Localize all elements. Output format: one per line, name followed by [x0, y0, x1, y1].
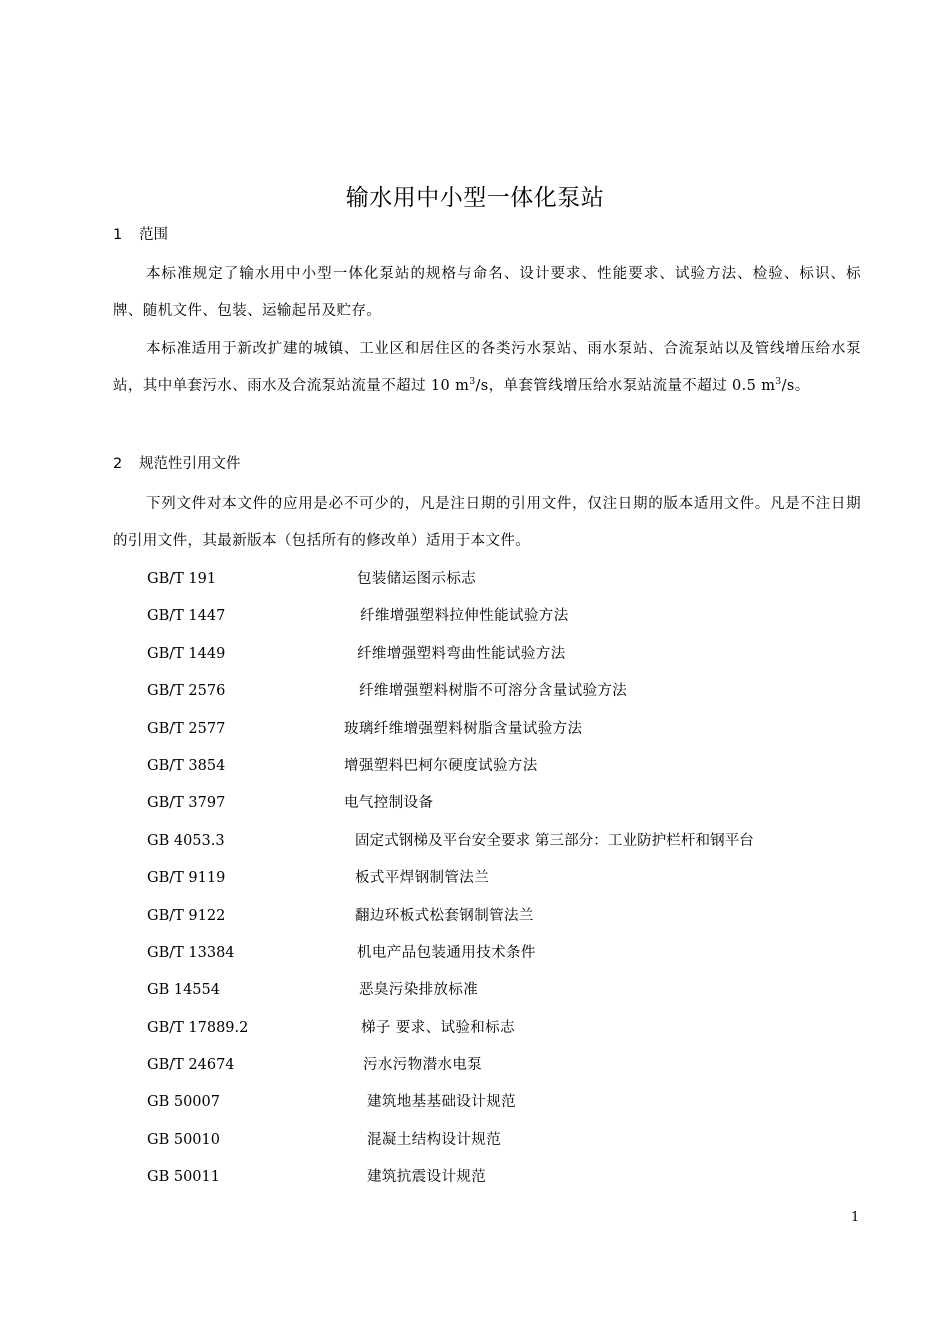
reference-item: [147, 673, 867, 710]
reference-title: 恶臭污染排放标准: [359, 982, 479, 999]
reference-code: GB 14554: [147, 982, 220, 999]
reference-code: GB 50010: [147, 1131, 220, 1148]
reference-code: GB/T 24674: [147, 1057, 235, 1074]
reference-item: [147, 823, 867, 860]
reference-title: 翻边环板式松套钢制管法兰: [355, 907, 534, 924]
reference-code: GB/T 2576: [147, 683, 226, 700]
section-2-number: 2: [113, 456, 123, 472]
reference-code: GB/T 191: [147, 571, 217, 587]
reference-item: [147, 636, 867, 673]
reference-title: 纤维增强塑料弯曲性能试验方法: [357, 645, 566, 662]
scope-paragraph-2-part-a: 本标准适用于新改扩建的城镇、工业区和居住区的各类污水泵站、雨水泵站、合流泵站以及管线增压给水泵站，其中单套污水、雨水及合流泵站流量不超过 10 m: [113, 341, 861, 394]
reference-title: 固定式钢梯及平台安全要求 第三部分：工业防护栏杆和钢平台: [355, 832, 754, 849]
reference-item: [147, 972, 867, 1009]
reference-item: [147, 1047, 867, 1084]
reference-item: [147, 1010, 867, 1047]
reference-code: GB/T 9119: [147, 870, 226, 887]
scope-paragraph-2: [113, 331, 861, 405]
reference-item: [147, 785, 867, 822]
reference-item: [147, 1122, 867, 1159]
reference-item: [147, 935, 867, 972]
page-title: 输水用中小型一体化泵站: [345, 185, 605, 211]
reference-title: 机电产品包装通用技术条件: [357, 944, 536, 961]
reference-title: 增强塑料巴柯尔硬度试验方法: [344, 757, 538, 774]
reference-title: 建筑地基基础设计规范: [367, 1094, 516, 1111]
section-1-title: 范围: [139, 227, 168, 243]
section-2-title: 规范性引用文件: [139, 456, 241, 472]
page-number: 1: [851, 1210, 860, 1225]
section-1-heading: [113, 224, 168, 246]
reference-code: GB/T 17889.2: [147, 1019, 249, 1036]
section-1-number: 1: [113, 227, 123, 243]
scope-paragraph-2-part-b: /s，单套管线增压给水泵站流量不超过 0.5 m: [475, 378, 776, 394]
reference-code: GB/T 13384: [147, 944, 235, 961]
reference-code: GB 4053.3: [147, 832, 225, 849]
reference-item: [147, 711, 867, 748]
reference-title: 电气控制设备: [344, 795, 434, 812]
superscript-3: 3: [775, 377, 782, 387]
reference-item: [147, 898, 867, 935]
reference-item: [147, 561, 867, 598]
section-2-heading: [113, 453, 241, 475]
reference-title: 玻璃纤维增强塑料树脂含量试验方法: [344, 720, 583, 737]
scope-paragraph-2-part-c: /s。: [781, 378, 810, 394]
reference-code: GB/T 1449: [147, 645, 226, 662]
reference-title: 污水污物潜水电泵: [363, 1057, 483, 1074]
reference-title: 板式平焊钢制管法兰: [355, 870, 490, 887]
reference-code: GB/T 9122: [147, 907, 226, 924]
reference-list: [147, 561, 867, 1197]
reference-item: [147, 1159, 867, 1196]
reference-title: 建筑抗震设计规范: [367, 1169, 487, 1186]
reference-code: GB/T 3854: [147, 757, 226, 774]
normative-references-paragraph: 下列文件对本文件的应用是必不可少的，凡是注日期的引用文件，仅注日期的版本适用文件。凡是不注日期的引用文件，其最新版本（包括所有的修改单）适用于本文件。: [113, 496, 861, 549]
reference-title: 纤维增强塑料树脂不可溶分含量试验方法: [359, 683, 628, 700]
reference-code: GB 50007: [147, 1094, 220, 1111]
reference-item: [147, 748, 867, 785]
reference-code: GB/T 3797: [147, 795, 226, 812]
reference-code: GB 50011: [147, 1169, 220, 1186]
reference-item: [147, 1084, 867, 1121]
reference-code: GB/T 1447: [147, 608, 226, 625]
reference-title: 包装储运图示标志: [357, 571, 477, 587]
reference-title: 纤维增强塑料拉伸性能试验方法: [360, 608, 569, 625]
superscript-3: 3: [469, 377, 476, 387]
scope-paragraph-1: 本标准规定了输水用中小型一体化泵站的规格与命名、设计要求、性能要求、试验方法、检验、标识、标牌、随机文件、包装、运输起吊及贮存。: [113, 266, 861, 319]
reference-title: 混凝土结构设计规范: [367, 1131, 502, 1148]
reference-code: GB/T 2577: [147, 720, 226, 737]
reference-item: [147, 860, 867, 897]
reference-title: 梯子 要求、试验和标志: [361, 1019, 516, 1036]
reference-item: [147, 598, 867, 635]
